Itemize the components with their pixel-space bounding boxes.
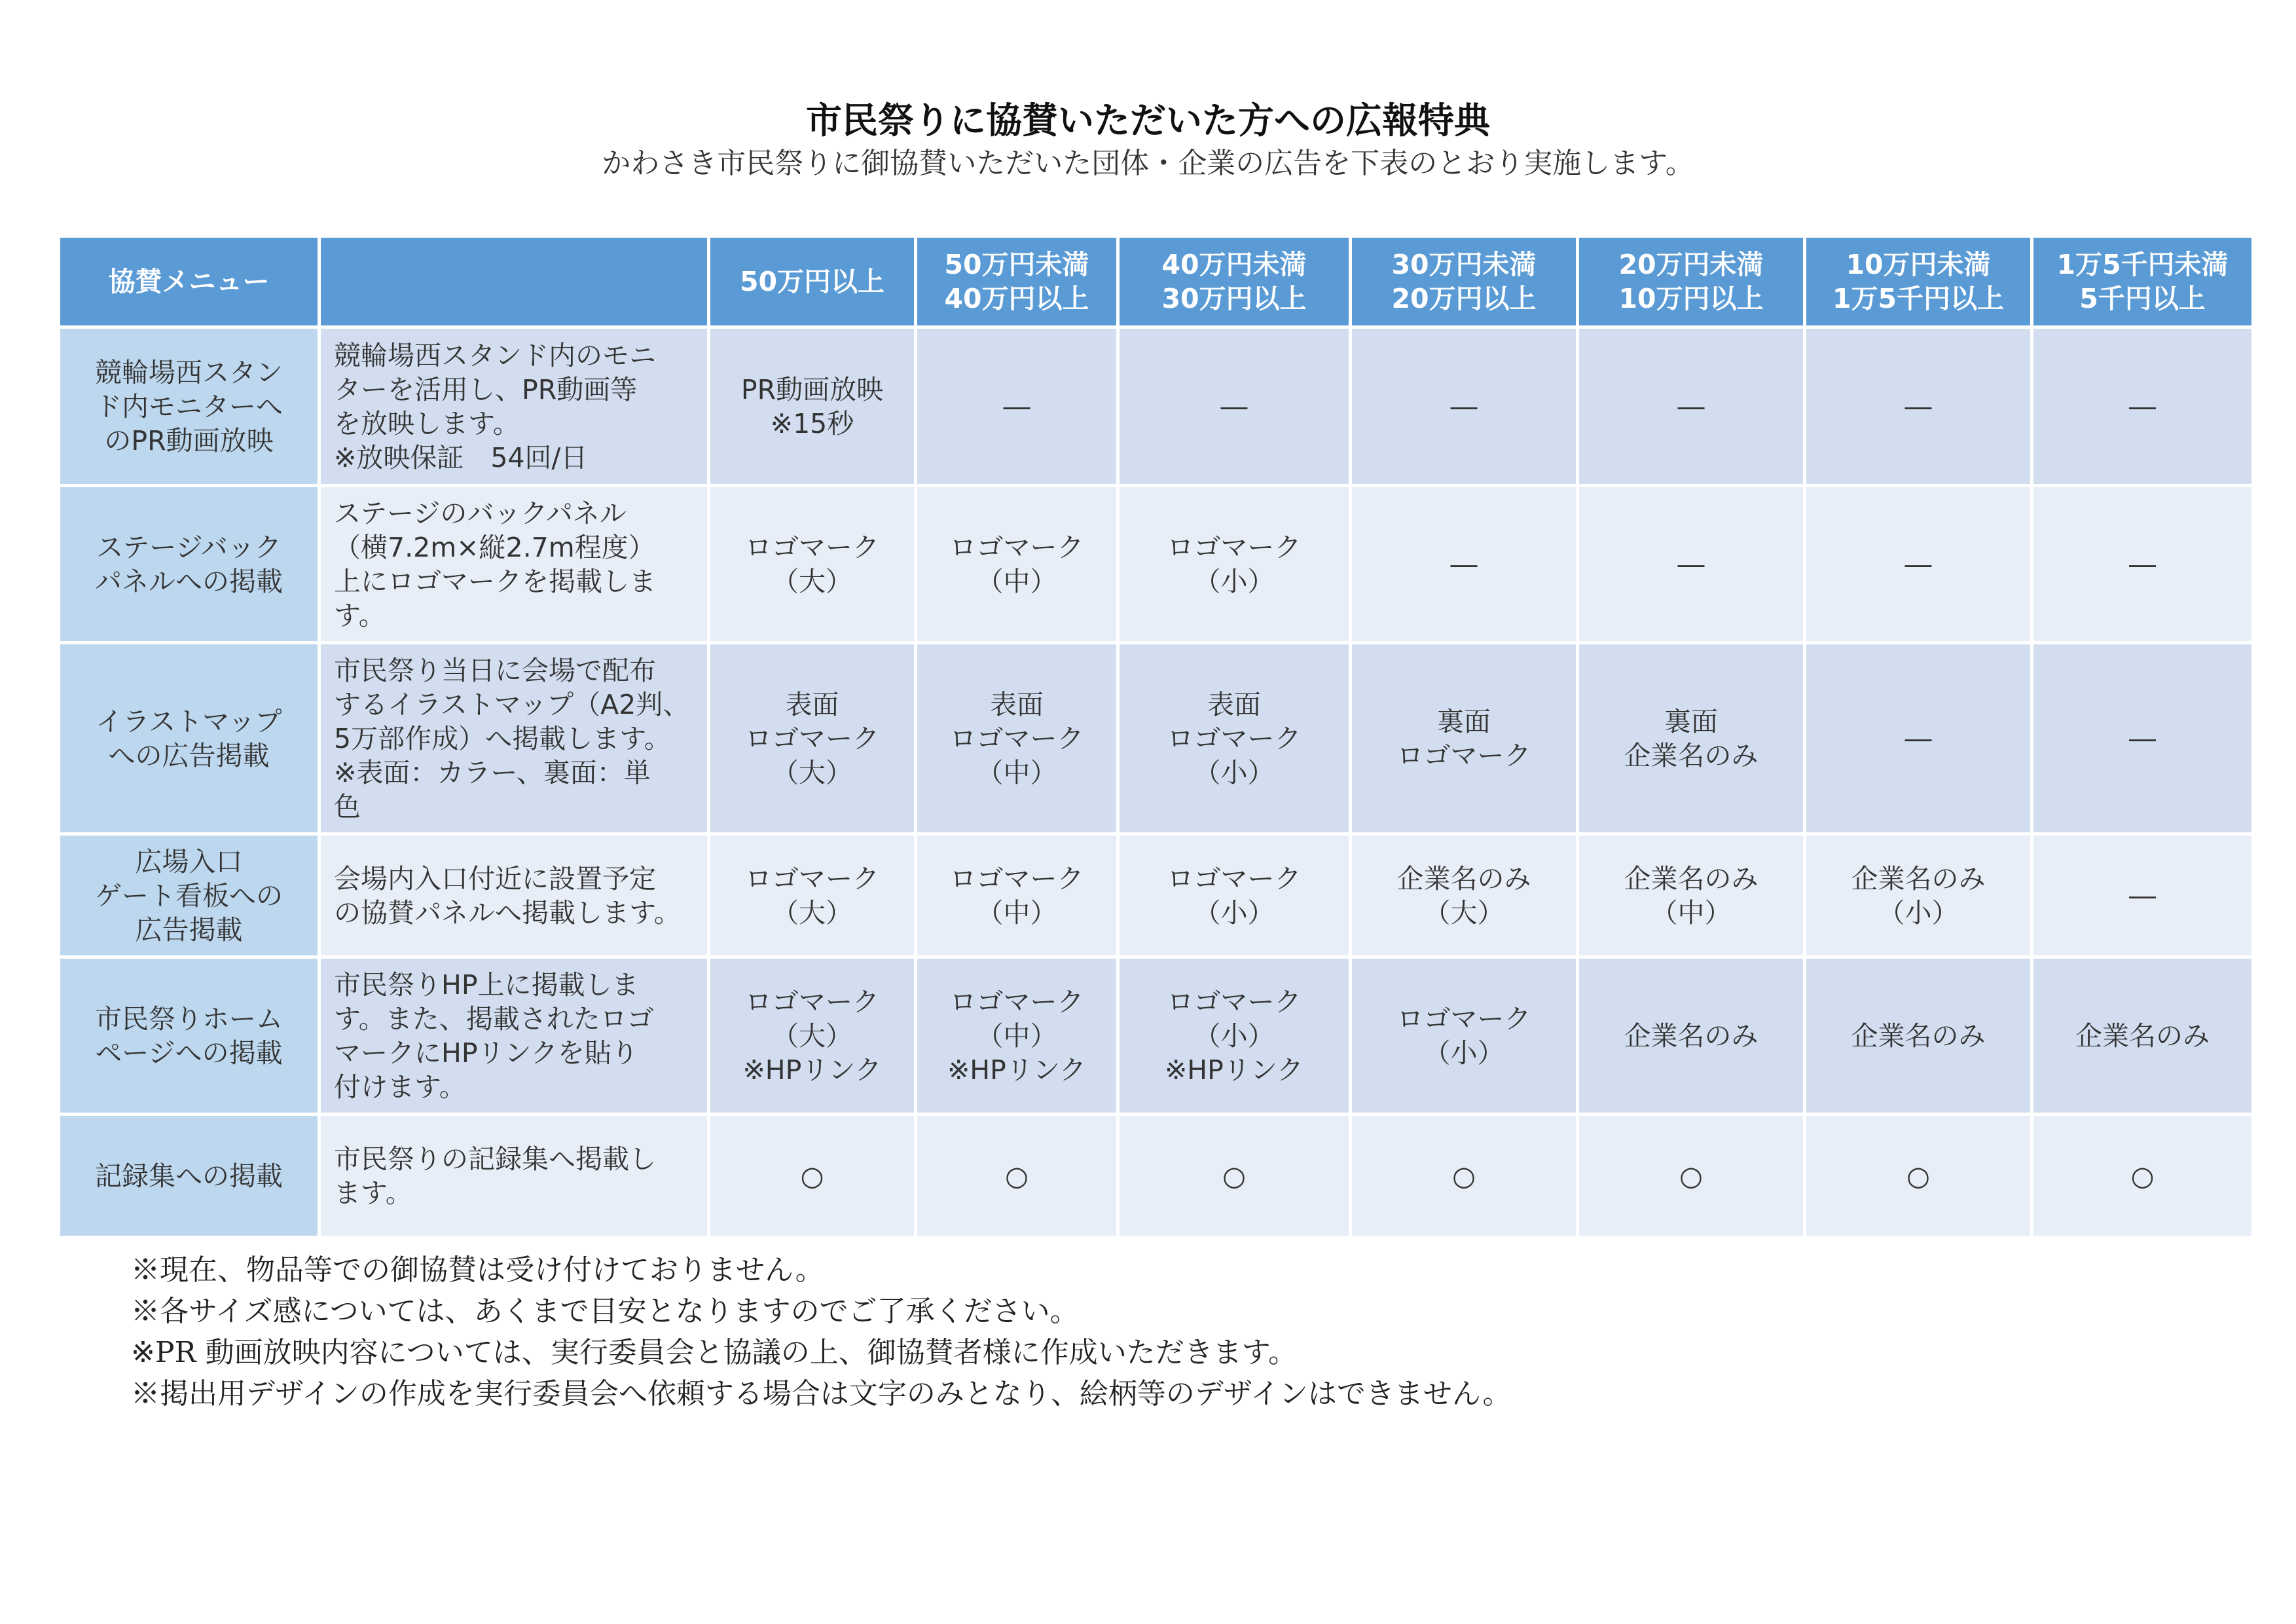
table-row [60,1116,2251,1236]
tier-cell: ロゴマーク （小） [1352,959,1576,1113]
desc-cell: ステージのバックパネル （横7.2m×縦2.7m程度） 上にロゴマークを掲載しま す。 [321,487,707,641]
notes-section [131,1249,2160,1414]
tier-cell: ― [2033,329,2251,484]
header-tier-4: 30万円未満 20万円以上 [1352,238,1576,325]
tier-cell: ― [1579,329,1803,484]
header-tier-3: 40万円未満 30万円以上 [1120,238,1349,325]
tier-cell: ― [2033,487,2251,641]
tier-cell: ロゴマーク （中） ※HPリンク [917,959,1116,1113]
tier-cell: ― [917,329,1116,484]
tier-cell: PR動画放映 ※15秒 [710,329,914,484]
tier-cell: 裏面 企業名のみ [1579,644,1803,832]
tier-cell: 表面 ロゴマーク （中） [917,644,1116,832]
header-tier-5: 20万円未満 10万円以上 [1579,238,1803,325]
tier-cell: 企業名のみ [2033,959,2251,1113]
desc-cell: 市民祭りHP上に掲載しま す。また、掲載されたロゴ マークにHPリンクを貼り 付けます。 [321,959,707,1113]
tier-cell: ロゴマーク （中） [917,487,1116,641]
header-tier-7: 1万5千円未満 5千円以上 [2033,238,2251,325]
tier-cell: ― [1352,487,1576,641]
desc-cell: 市民祭り当日に会場で配布 するイラストマップ（A2判、 5万部作成）へ掲載します。 ※表面：カラー、裏面：単 色 [321,644,707,832]
table-row [60,959,2251,1113]
tier-cell: ― [1806,487,2030,641]
tier-cell: ― [1120,329,1349,484]
tier-cell: ○ [917,1116,1116,1236]
tier-cell: ― [1806,644,2030,832]
desc-cell: 競輪場西スタンド内のモニ ターを活用し、PR動画等 を放映します。 ※放映保証 54回/日 [321,329,707,484]
tier-cell: ロゴマーク （大） [710,487,914,641]
desc-cell: 市民祭りの記録集へ掲載し ます。 [321,1116,707,1236]
tier-cell: ○ [710,1116,914,1236]
page-title: 市民祭りに協賛いただいた方への広報特典 [805,100,1490,141]
note-item: ※現在、物品等での御協賛は受け付けておりません。 [131,1253,824,1287]
tier-cell: 企業名のみ （小） [1806,836,2030,955]
tier-cell: 企業名のみ （中） [1579,836,1803,955]
tier-cell: ○ [1806,1116,2030,1236]
tier-cell: 企業名のみ [1806,959,2030,1113]
menu-cell: 記録集への掲載 [60,1116,318,1236]
desc-cell: 会場内入口付近に設置予定 の協賛パネルへ掲載します。 [321,836,707,955]
tier-cell: ― [2033,644,2251,832]
tier-cell: 表面 ロゴマーク （小） [1120,644,1349,832]
menu-cell: 広場入口 ゲート看板への 広告掲載 [60,836,318,955]
menu-cell: ステージバック パネルへの掲載 [60,487,318,641]
tier-cell: ロゴマーク （大） [710,836,914,955]
tier-cell: ○ [2033,1116,2251,1236]
tier-cell: 表面 ロゴマーク （大） [710,644,914,832]
header-tier-1: 50万円以上 [710,238,914,325]
menu-cell: 市民祭りホーム ページへの掲載 [60,959,318,1113]
tier-cell: ― [1579,487,1803,641]
menu-cell: イラストマップ への広告掲載 [60,644,318,832]
tier-cell: 企業名のみ （大） [1352,836,1576,955]
table-row [60,329,2251,484]
header-tier-6: 10万円未満 1万5千円以上 [1806,238,2030,325]
tier-cell: ロゴマーク （中） [917,836,1116,955]
table-row [60,836,2251,955]
tier-cell: ○ [1352,1116,1576,1236]
note-item: ※各サイズ感については、あくまで目安となりますのでご了承ください。 [131,1295,1079,1328]
tier-cell: ロゴマーク （小） [1120,487,1349,641]
table-row [60,644,2251,832]
tier-cell: ― [1806,329,2030,484]
table-row [60,487,2251,641]
page-subtitle: かわさき市民祭りに御協賛いただいた団体・企業の広告を下表のとおり実施します。 [602,147,1694,180]
header-tier-2: 50万円未満 40万円以上 [917,238,1116,325]
note-item: ※PR 動画放映内容については、実行委員会と協議の上、御協賛者様に作成いただきます。 [131,1336,1298,1369]
tier-cell: ○ [1579,1116,1803,1236]
note-item: ※掲出用デザインの作成を実行委員会へ依頼する場合は文字のみとなり、絵柄等のデザインはできません。 [131,1377,1512,1411]
header-desc [321,238,707,325]
tier-cell: 企業名のみ [1579,959,1803,1113]
tier-cell: ― [2033,836,2251,955]
tier-cell: 裏面 ロゴマーク [1352,644,1576,832]
tier-cell: ロゴマーク （大） ※HPリンク [710,959,914,1113]
tier-cell: ロゴマーク （小） ※HPリンク [1120,959,1349,1113]
tier-cell: ― [1352,329,1576,484]
table-header-row [60,238,2251,325]
sponsorship-table [57,234,2255,1239]
header-menu: 協賛メニュー [60,238,318,325]
tier-cell: ロゴマーク （小） [1120,836,1349,955]
tier-cell: ○ [1120,1116,1349,1236]
menu-cell: 競輪場西スタン ド内モニターへ のPR動画放映 [60,329,318,484]
